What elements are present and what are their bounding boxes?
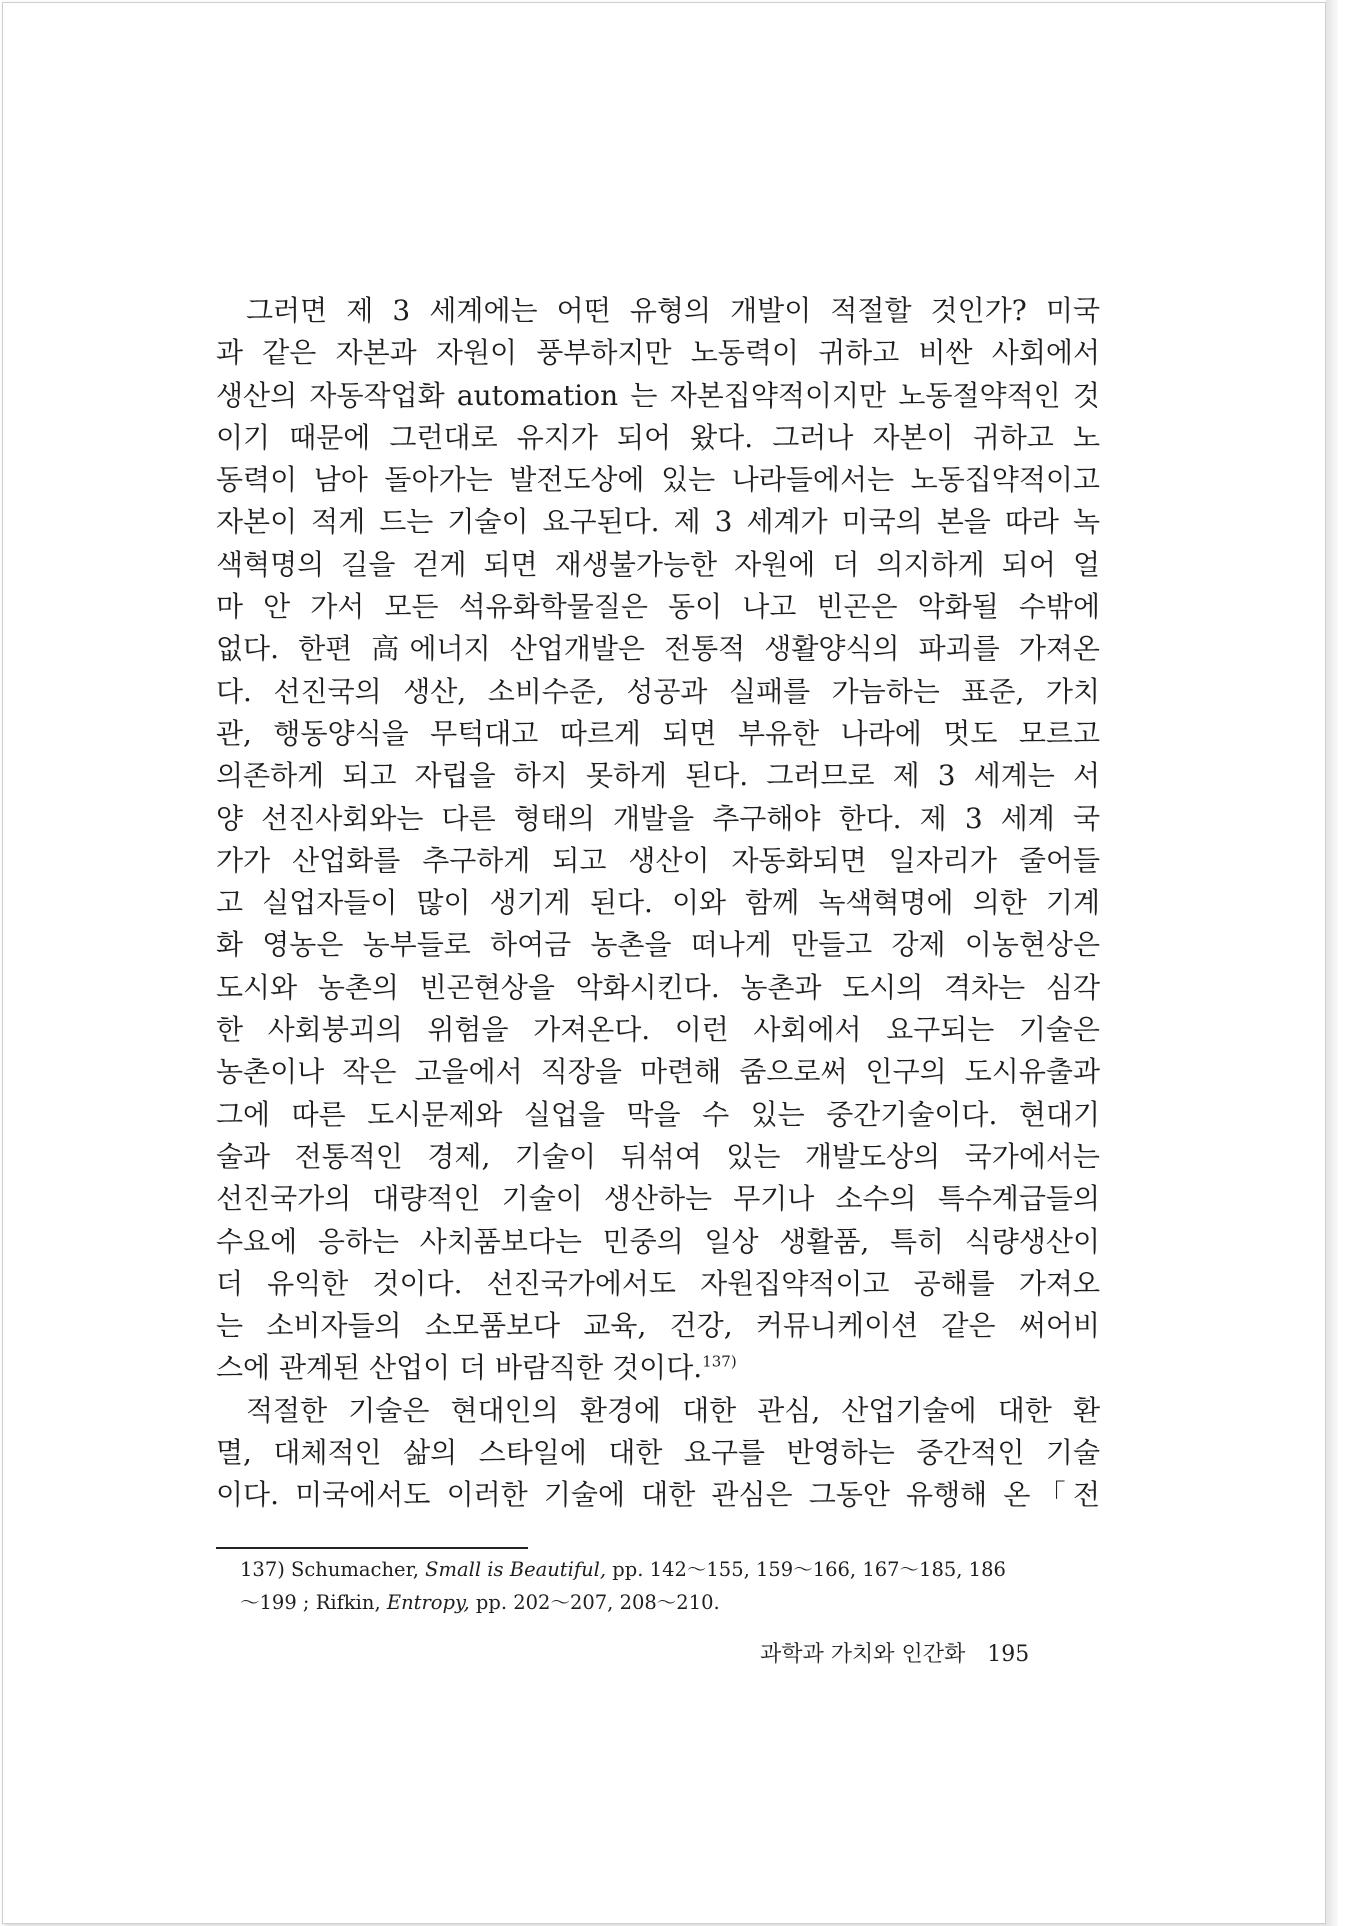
footnote-author: Schumacher, [291,1558,419,1581]
footnote-pages: pp. 142～155, 159～166, 167～185, 186 [612,1558,1006,1581]
footnote-line-1 [240,1553,1100,1586]
text-line: 자본이 적게 드는 기술이 요구된다. 제 3 세계가 미국의 본을 따라 녹 [216,505,1100,539]
text-line: 이다. 미국에서도 이러한 기술에 대한 관심은 그동안 유행해 온「전 [216,1478,1100,1512]
footnote-pages-cont: ～199 ; [240,1591,310,1614]
text-line: 도시와 농촌의 빈곤현상을 악화시킨다. 농촌과 도시의 격차는 심각 [216,970,1100,1004]
text-line: 화 영농은 농부들로 하여금 농촌을 떠나게 만들고 강제 이농현상은 [216,928,1100,962]
paragraph-1 [216,290,1100,1390]
text-line: 고 실업자들이 많이 생기게 된다. 이와 함께 녹색혁명에 의한 기계 [216,886,1100,920]
text-line: 한 사회붕괴의 위험을 가져온다. 이런 사회에서 요구되는 기술은 [216,1013,1100,1047]
text-line: 관, 행동양식을 무턱대고 따르게 되면 부유한 나라에 멋도 모르고 [216,716,1100,750]
text-line: 술과 전통적인 경제, 기술이 뒤섞여 있는 개발도상의 국가에서는 [216,1139,1100,1173]
text-line: 농촌이나 작은 고을에서 직장을 마련해 줌으로써 인구의 도시유출과 [216,1055,1100,1089]
text-line: 동력이 남아 돌아가는 발전도상에 있는 나라들에서는 노동집약적이고 [216,463,1100,497]
text-line: 멸, 대체적인 삶의 스타일에 대한 요구를 반영하는 중간적인 기술 [216,1436,1100,1470]
page-margin [1338,0,1371,1926]
text-line: 색혁명의 길을 걷게 되면 재생불가능한 자원에 더 의지하게 되어 얼 [216,547,1100,581]
text-line: 그에 따른 도시문제와 실업을 막을 수 있는 중간기술이다. 현대기 [216,1097,1100,1131]
footnote-line-2 [240,1586,1100,1619]
page-number: 195 [987,1642,1030,1667]
footnote-title: Small is Beautiful, [425,1558,607,1581]
body-text [216,290,1100,1517]
text-line: 마 안 가서 모든 석유화학물질은 동이 나고 빈곤은 악화될 수밖에 [216,590,1100,624]
footnote [240,1553,1100,1619]
text-line: 다. 선진국의 생산, 소비수준, 성공과 실패를 가늠하는 표준, 가치 [216,674,1100,708]
text-line: 는 소비자들의 소모품보다 교육, 건강, 커뮤니케이션 같은 써어비 [216,1309,1100,1343]
text-line: 수요에 응하는 사치품보다는 민중의 일상 생활품, 특히 식량생산이 [216,1224,1100,1258]
text-line: 없다. 한편 高에너지 산업개발은 전통적 생활양식의 파괴를 가져온 [216,632,1100,666]
footnote-divider [216,1547,528,1549]
text-line: 적절한 기술은 현대인의 환경에 대한 관심, 산업기술에 대한 환 [246,1393,1100,1427]
running-footer [760,1637,1029,1668]
page-edge-shadow [1326,0,1338,1926]
text-line: 과 같은 자본과 자원이 풍부하지만 노동력이 귀하고 비싼 사회에서 [216,336,1100,370]
paragraph-2 [216,1390,1100,1517]
text-line-content: 스에 관계된 산업이 더 바람직한 것이다. [216,1351,703,1385]
text-line: 선진국가의 대량적인 기술이 생산하는 무기나 소수의 특수계급들의 [216,1182,1100,1216]
running-title: 과학과 가치와 인간화 [760,1642,966,1667]
text-line: 양 선진사회와는 다른 형태의 개발을 추구해야 한다. 제 3 세계 국 [216,801,1100,835]
footnote-pages: pp. 202～207, 208～210. [475,1591,720,1614]
text-line: 이기 때문에 그런대로 유지가 되어 왔다. 그러나 자본이 귀하고 노 [216,420,1100,454]
text-line: 그러면 제 3 세계에는 어떤 유형의 개발이 적절할 것인가? 미국 [246,294,1100,327]
text-line: 의존하게 되고 자립을 하지 못하게 된다. 그러므로 제 3 세계는 서 [216,759,1100,793]
text-line: 생산의 자동작업화 automation 는 자본집약적이지만 노동절약적인 것 [216,378,1100,412]
text-line: 더 유익한 것이다. 선진국가에서도 자원집약적이고 공해를 가져오 [216,1266,1100,1300]
footnote-number: 137) [240,1558,285,1581]
footnote-author: Rifkin, [315,1591,381,1614]
text-line: 가가 산업화를 추구하게 되고 생산이 자동화되면 일자리가 줄어들 [216,843,1100,877]
text-line [216,1347,1100,1389]
footnote-title: Entropy, [386,1591,470,1614]
footnote-reference[interactable]: 137) [702,1353,737,1372]
